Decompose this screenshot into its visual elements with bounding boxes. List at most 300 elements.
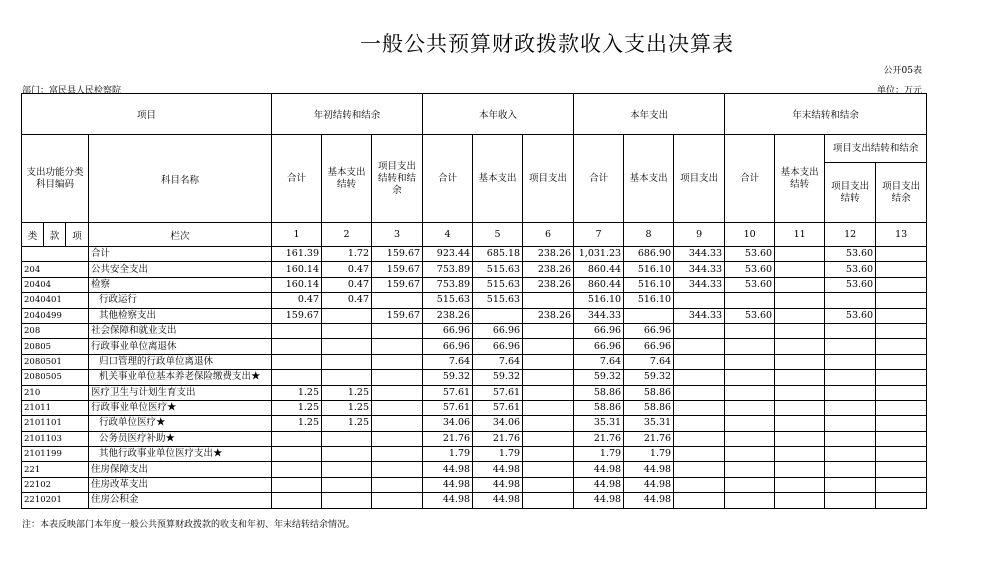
table-row — [22, 477, 927, 492]
row-value-col-1: 159.67 — [272, 308, 322, 323]
row-value-col-12 — [825, 385, 876, 400]
col-num-9: 9 — [674, 223, 725, 247]
row-value-col-8 — [624, 308, 674, 323]
row-value-col-6 — [523, 416, 574, 431]
row-value-col-5: 7.64 — [473, 354, 523, 369]
header-col-4: 合计 — [423, 135, 473, 223]
row-value-col-8: 58.86 — [624, 385, 674, 400]
col-num-6: 6 — [523, 223, 574, 247]
row-value-col-12 — [825, 416, 876, 431]
row-value-col-3 — [372, 400, 423, 415]
row-value-col-9: 344.33 — [674, 308, 725, 323]
table-row — [22, 462, 927, 477]
row-value-col-11 — [775, 431, 825, 446]
row-value-col-11 — [775, 447, 825, 462]
col-num-4: 4 — [423, 223, 473, 247]
row-value-col-10: 53.60 — [725, 262, 775, 277]
row-value-col-13 — [876, 462, 927, 477]
row-value-col-11 — [775, 323, 825, 338]
row-value-col-11 — [775, 385, 825, 400]
row-value-col-11 — [775, 370, 825, 385]
row-value-col-6 — [523, 447, 574, 462]
row-value-col-12 — [825, 477, 876, 492]
row-value-col-12: 53.60 — [825, 277, 876, 292]
header-col-7: 合计 — [574, 135, 624, 223]
row-value-col-7: 516.10 — [574, 293, 624, 308]
row-value-col-2 — [322, 493, 372, 508]
table-row — [22, 416, 927, 431]
header-func-code: 支出功能分类科目编码 — [22, 135, 89, 223]
row-code: 2040401 — [22, 293, 89, 308]
row-value-col-3 — [372, 293, 423, 308]
header-col-6: 项目支出 — [523, 135, 574, 223]
row-value-col-11 — [775, 247, 825, 262]
row-value-col-6 — [523, 323, 574, 338]
row-value-col-12 — [825, 354, 876, 369]
row-value-col-13 — [876, 293, 927, 308]
row-value-col-1 — [272, 354, 322, 369]
row-value-col-3 — [372, 385, 423, 400]
row-value-col-11 — [775, 416, 825, 431]
row-value-col-5: 59.32 — [473, 370, 523, 385]
row-value-col-1: 161.39 — [272, 247, 322, 262]
row-value-col-4: 21.76 — [423, 431, 473, 446]
row-name: 公务员医疗补助★ — [89, 431, 272, 446]
row-value-col-13 — [876, 247, 927, 262]
row-value-col-9 — [674, 493, 725, 508]
table-row — [22, 308, 927, 323]
row-value-col-3 — [372, 339, 423, 354]
row-value-col-9 — [674, 354, 725, 369]
budget-table — [21, 93, 927, 509]
row-value-col-4: 238.26 — [423, 308, 473, 323]
header-lei: 类 — [22, 223, 44, 247]
header-col-9: 项目支出 — [674, 135, 725, 223]
header-group-income: 本年收入 — [423, 94, 574, 135]
row-name: 合计 — [89, 247, 272, 262]
row-value-col-8: 1.79 — [624, 447, 674, 462]
header-col-8: 基本支出 — [624, 135, 674, 223]
row-value-col-5: 685.18 — [473, 247, 523, 262]
row-value-col-1: 1.25 — [272, 416, 322, 431]
row-value-col-3 — [372, 462, 423, 477]
row-value-col-4: 923.44 — [423, 247, 473, 262]
row-value-col-9 — [674, 323, 725, 338]
table-row — [22, 247, 927, 262]
row-value-col-11 — [775, 339, 825, 354]
row-value-col-9: 344.33 — [674, 262, 725, 277]
row-value-col-8: 44.98 — [624, 462, 674, 477]
row-value-col-6 — [523, 339, 574, 354]
row-value-col-9 — [674, 462, 725, 477]
row-value-col-6: 238.26 — [523, 247, 574, 262]
row-value-col-3 — [372, 323, 423, 338]
row-value-col-7: 860.44 — [574, 277, 624, 292]
row-value-col-4: 57.61 — [423, 400, 473, 415]
row-value-col-7: 58.86 — [574, 385, 624, 400]
row-name: 公共安全支出 — [89, 262, 272, 277]
row-value-col-12: 53.60 — [825, 262, 876, 277]
row-value-col-3 — [372, 370, 423, 385]
col-num-8: 8 — [624, 223, 674, 247]
row-value-col-7: 35.31 — [574, 416, 624, 431]
col-num-2: 2 — [322, 223, 372, 247]
table-row — [22, 431, 927, 446]
row-value-col-6 — [523, 293, 574, 308]
row-value-col-3 — [372, 354, 423, 369]
row-value-col-8: 44.98 — [624, 477, 674, 492]
row-value-col-1: 1.25 — [272, 385, 322, 400]
row-value-col-10 — [725, 400, 775, 415]
row-value-col-12 — [825, 400, 876, 415]
row-value-col-9 — [674, 477, 725, 492]
row-value-col-2 — [322, 477, 372, 492]
header-col-12: 项目支出结转 — [825, 163, 876, 223]
row-value-col-3 — [372, 493, 423, 508]
row-value-col-13 — [876, 354, 927, 369]
table-row — [22, 323, 927, 338]
row-value-col-6 — [523, 400, 574, 415]
row-value-col-4: 1.79 — [423, 447, 473, 462]
row-value-col-10 — [725, 431, 775, 446]
row-value-col-3 — [372, 431, 423, 446]
row-value-col-8: 58.86 — [624, 400, 674, 415]
row-value-col-9 — [674, 293, 725, 308]
row-value-col-12 — [825, 493, 876, 508]
row-value-col-4: 66.96 — [423, 339, 473, 354]
row-value-col-2 — [322, 462, 372, 477]
row-value-col-13 — [876, 339, 927, 354]
row-code: 21011 — [22, 400, 89, 415]
row-value-col-10: 53.60 — [725, 247, 775, 262]
row-value-col-10 — [725, 323, 775, 338]
row-value-col-4: 44.98 — [423, 462, 473, 477]
row-value-col-13 — [876, 323, 927, 338]
row-value-col-13 — [876, 477, 927, 492]
row-value-col-12 — [825, 370, 876, 385]
row-value-col-7: 44.98 — [574, 493, 624, 508]
row-value-col-7: 1.79 — [574, 447, 624, 462]
row-value-col-9 — [674, 416, 725, 431]
row-value-col-5: 44.98 — [473, 493, 523, 508]
row-value-col-1: 1.25 — [272, 400, 322, 415]
row-value-col-13 — [876, 370, 927, 385]
row-value-col-4: 34.06 — [423, 416, 473, 431]
row-value-col-8: 516.10 — [624, 293, 674, 308]
row-value-col-9 — [674, 385, 725, 400]
header-col-10: 合计 — [725, 135, 775, 223]
row-value-col-11 — [775, 400, 825, 415]
row-name: 住房改革支出 — [89, 477, 272, 492]
header-group-closing: 年末结转和结余 — [725, 94, 927, 135]
col-num-10: 10 — [725, 223, 775, 247]
header-col-2: 基本支出结转 — [322, 135, 372, 223]
row-value-col-4: 7.64 — [423, 354, 473, 369]
row-value-col-3 — [372, 416, 423, 431]
table-row — [22, 370, 927, 385]
row-value-col-12: 53.60 — [825, 247, 876, 262]
row-value-col-10: 53.60 — [725, 308, 775, 323]
row-value-col-1: 160.14 — [272, 262, 322, 277]
header-kuan: 款 — [44, 223, 66, 247]
row-code — [22, 247, 89, 262]
row-name: 住房公积金 — [89, 493, 272, 508]
row-value-col-4: 753.89 — [423, 277, 473, 292]
row-name: 归口管理的行政单位离退休 — [89, 354, 272, 369]
row-value-col-11 — [775, 354, 825, 369]
table-body — [22, 247, 927, 509]
row-value-col-8: 59.32 — [624, 370, 674, 385]
row-value-col-5: 515.63 — [473, 293, 523, 308]
row-value-col-4: 44.98 — [423, 493, 473, 508]
row-value-col-5: 57.61 — [473, 385, 523, 400]
table-row — [22, 339, 927, 354]
row-value-col-12 — [825, 323, 876, 338]
row-value-col-12 — [825, 447, 876, 462]
row-value-col-1 — [272, 339, 322, 354]
header-project-sub: 项目支出结转和结余 — [825, 135, 927, 163]
row-value-col-5: 34.06 — [473, 416, 523, 431]
row-value-col-2 — [322, 431, 372, 446]
row-code: 20805 — [22, 339, 89, 354]
row-value-col-7: 44.98 — [574, 477, 624, 492]
row-value-col-4: 57.61 — [423, 385, 473, 400]
row-value-col-2: 1.25 — [322, 385, 372, 400]
row-value-col-13 — [876, 416, 927, 431]
row-value-col-2: 1.72 — [322, 247, 372, 262]
row-value-col-11 — [775, 477, 825, 492]
unit-label: 单位：万元 — [876, 86, 922, 96]
row-value-col-11 — [775, 293, 825, 308]
col-num-3: 3 — [372, 223, 423, 247]
row-value-col-6 — [523, 370, 574, 385]
row-value-col-10 — [725, 385, 775, 400]
row-value-col-8: 516.10 — [624, 262, 674, 277]
row-value-col-1 — [272, 370, 322, 385]
row-value-col-13 — [876, 277, 927, 292]
row-value-col-4: 515.63 — [423, 293, 473, 308]
row-value-col-5: 57.61 — [473, 400, 523, 415]
header-xiang: 项 — [66, 223, 89, 247]
row-name: 医疗卫生与计划生育支出 — [89, 385, 272, 400]
row-value-col-4: 44.98 — [423, 477, 473, 492]
row-value-col-3 — [372, 477, 423, 492]
row-value-col-6: 238.26 — [523, 308, 574, 323]
row-value-col-10 — [725, 493, 775, 508]
col-num-13: 13 — [876, 223, 927, 247]
row-value-col-8: 66.96 — [624, 339, 674, 354]
row-value-col-13 — [876, 493, 927, 508]
row-value-col-13 — [876, 400, 927, 415]
row-value-col-7: 7.64 — [574, 354, 624, 369]
row-value-col-7: 58.86 — [574, 400, 624, 415]
row-value-col-11 — [775, 308, 825, 323]
row-value-col-9 — [674, 447, 725, 462]
row-value-col-12 — [825, 339, 876, 354]
row-value-col-13 — [876, 308, 927, 323]
row-code: 208 — [22, 323, 89, 338]
row-value-col-6 — [523, 354, 574, 369]
row-value-col-8: 686.90 — [624, 247, 674, 262]
row-value-col-7: 66.96 — [574, 339, 624, 354]
row-value-col-6 — [523, 477, 574, 492]
row-name: 机关事业单位基本养老保险缴费支出★ — [89, 370, 272, 385]
row-value-col-2: 0.47 — [322, 262, 372, 277]
header-group-opening: 年初结转和结余 — [272, 94, 423, 135]
row-value-col-8: 35.31 — [624, 416, 674, 431]
row-value-col-6: 238.26 — [523, 277, 574, 292]
table-row — [22, 493, 927, 508]
row-value-col-6 — [523, 385, 574, 400]
row-code: 2210201 — [22, 493, 89, 508]
row-code: 204 — [22, 262, 89, 277]
row-value-col-2 — [322, 308, 372, 323]
row-value-col-1 — [272, 447, 322, 462]
row-value-col-10 — [725, 477, 775, 492]
row-value-col-2: 0.47 — [322, 293, 372, 308]
row-code: 20404 — [22, 277, 89, 292]
row-value-col-7: 21.76 — [574, 431, 624, 446]
header-item: 项目 — [22, 94, 272, 135]
row-value-col-5: 515.63 — [473, 262, 523, 277]
row-value-col-11 — [775, 277, 825, 292]
row-value-col-10 — [725, 416, 775, 431]
header-col-11: 基本支出结转 — [775, 135, 825, 223]
header-subject-name: 科目名称 — [89, 135, 272, 223]
col-num-12: 12 — [825, 223, 876, 247]
row-name: 检察 — [89, 277, 272, 292]
footnote: 注：本表反映部门本年度一般公共预算财政拨款的收支和年初、年末结转结余情况。 — [22, 520, 356, 530]
row-value-col-3: 159.67 — [372, 308, 423, 323]
row-value-col-8: 516.10 — [624, 277, 674, 292]
row-value-col-2: 0.47 — [322, 277, 372, 292]
row-value-col-7: 860.44 — [574, 262, 624, 277]
row-value-col-13 — [876, 385, 927, 400]
row-value-col-11 — [775, 262, 825, 277]
row-value-col-5: 515.63 — [473, 277, 523, 292]
col-num-11: 11 — [775, 223, 825, 247]
row-name: 行政单位医疗★ — [89, 416, 272, 431]
row-value-col-10 — [725, 370, 775, 385]
form-code: 公开05表 — [883, 66, 922, 76]
row-value-col-10 — [725, 447, 775, 462]
row-name: 住房保障支出 — [89, 462, 272, 477]
row-value-col-8: 21.76 — [624, 431, 674, 446]
row-value-col-1: 160.14 — [272, 277, 322, 292]
row-value-col-1 — [272, 477, 322, 492]
row-value-col-12: 53.60 — [825, 308, 876, 323]
row-value-col-6: 238.26 — [523, 262, 574, 277]
row-value-col-8: 44.98 — [624, 493, 674, 508]
row-value-col-6 — [523, 493, 574, 508]
row-value-col-8: 7.64 — [624, 354, 674, 369]
table-row — [22, 447, 927, 462]
row-value-col-6 — [523, 462, 574, 477]
page-title: 一般公共预算财政拨款收入支出决算表 — [360, 32, 734, 56]
row-code: 2080501 — [22, 354, 89, 369]
row-code: 210 — [22, 385, 89, 400]
row-name: 其他检察支出 — [89, 308, 272, 323]
row-value-col-10 — [725, 354, 775, 369]
table-row — [22, 293, 927, 308]
row-value-col-1 — [272, 323, 322, 338]
row-value-col-5 — [473, 308, 523, 323]
row-value-col-3 — [372, 447, 423, 462]
row-value-col-5: 66.96 — [473, 323, 523, 338]
col-num-7: 7 — [574, 223, 624, 247]
row-value-col-7: 59.32 — [574, 370, 624, 385]
row-value-col-2 — [322, 370, 372, 385]
table-row — [22, 354, 927, 369]
row-value-col-9: 344.33 — [674, 277, 725, 292]
header-col-3: 项目支出结转和结余 — [372, 135, 423, 223]
header-col-5: 基本支出 — [473, 135, 523, 223]
row-value-col-9: 344.33 — [674, 247, 725, 262]
row-value-col-7: 344.33 — [574, 308, 624, 323]
row-value-col-13 — [876, 447, 927, 462]
row-value-col-10 — [725, 293, 775, 308]
row-name: 行政事业单位医疗★ — [89, 400, 272, 415]
row-code: 221 — [22, 462, 89, 477]
row-value-col-1 — [272, 493, 322, 508]
row-value-col-13 — [876, 262, 927, 277]
row-value-col-10: 53.60 — [725, 277, 775, 292]
row-value-col-4: 753.89 — [423, 262, 473, 277]
row-code: 22102 — [22, 477, 89, 492]
row-value-col-11 — [775, 462, 825, 477]
header-group-expense: 本年支出 — [574, 94, 725, 135]
row-value-col-5: 21.76 — [473, 431, 523, 446]
header-lanci: 栏次 — [89, 223, 272, 247]
row-value-col-6 — [523, 431, 574, 446]
row-value-col-4: 59.32 — [423, 370, 473, 385]
row-name: 行政运行 — [89, 293, 272, 308]
col-num-1: 1 — [272, 223, 322, 247]
row-value-col-12 — [825, 431, 876, 446]
row-code: 2080505 — [22, 370, 89, 385]
row-value-col-2: 1.25 — [322, 416, 372, 431]
row-value-col-5: 44.98 — [473, 477, 523, 492]
table-row — [22, 400, 927, 415]
row-value-col-10 — [725, 339, 775, 354]
row-value-col-7: 66.96 — [574, 323, 624, 338]
row-value-col-13 — [876, 431, 927, 446]
row-value-col-5: 44.98 — [473, 462, 523, 477]
row-code: 2101199 — [22, 447, 89, 462]
row-value-col-10 — [725, 462, 775, 477]
row-value-col-3: 159.67 — [372, 247, 423, 262]
row-value-col-1: 0.47 — [272, 293, 322, 308]
row-name: 社会保障和就业支出 — [89, 323, 272, 338]
row-code: 2040499 — [22, 308, 89, 323]
row-code: 2101101 — [22, 416, 89, 431]
table-row — [22, 277, 927, 292]
col-num-5: 5 — [473, 223, 523, 247]
header-col-13: 项目支出结余 — [876, 163, 927, 223]
row-value-col-2 — [322, 323, 372, 338]
row-value-col-9 — [674, 431, 725, 446]
row-value-col-5: 66.96 — [473, 339, 523, 354]
row-value-col-12 — [825, 293, 876, 308]
row-value-col-9 — [674, 400, 725, 415]
row-value-col-3: 159.67 — [372, 262, 423, 277]
row-value-col-4: 66.96 — [423, 323, 473, 338]
department-label: 部门：富民县人民检察院 — [22, 86, 122, 96]
row-value-col-1 — [272, 462, 322, 477]
row-name: 行政事业单位离退休 — [89, 339, 272, 354]
row-value-col-3: 159.67 — [372, 277, 423, 292]
table-row — [22, 262, 927, 277]
